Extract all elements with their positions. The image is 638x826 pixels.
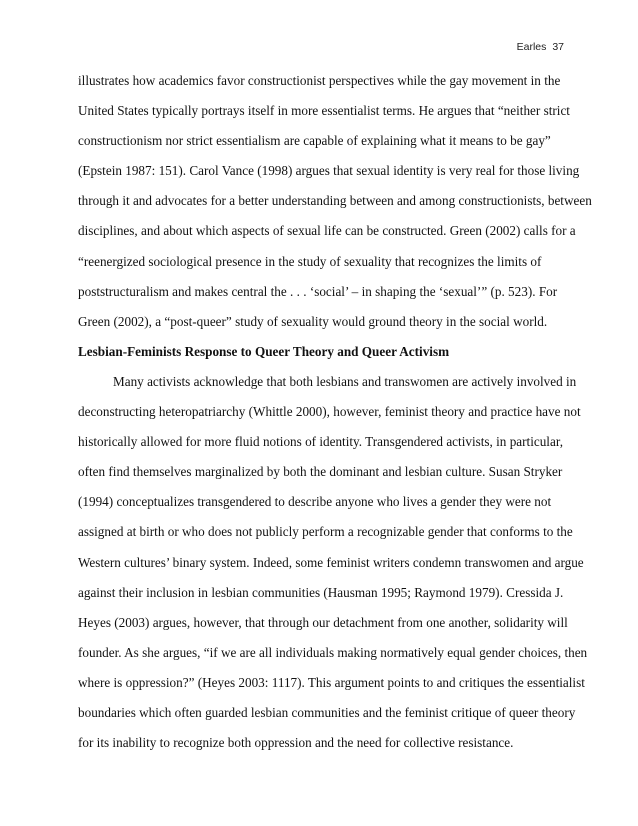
paragraph-line: assigned at birth or who does not publicly perform a recognizable gender that conforms to the <box>78 524 573 540</box>
paragraph-line: where is oppression?” (Heyes 2003: 1117). This argument points to and critiques the essentialist <box>78 674 585 690</box>
paragraph-line: often find themselves marginalized by both the dominant and lesbian culture. Susan Stryker <box>78 464 563 480</box>
paragraph-line: “reenergized sociological presence in the study of sexuality that recognizes the limits of <box>78 253 542 269</box>
paragraph-line: for its inability to recognize both oppression and the need for collective resistance. <box>78 735 514 751</box>
running-header <box>517 41 564 53</box>
paragraph-line: constructionism nor strict essentialism are capable of explaining what it means to be gay” <box>78 133 551 149</box>
paragraph-line: deconstructing heteropatriarchy (Whittle 2000), however, feminist theory and practice have not <box>78 404 581 420</box>
paragraph-line: (Epstein 1987: 151). Carol Vance (1998) argues that sexual identity is very real for those living <box>78 163 580 179</box>
header-author: Earles <box>516 41 547 53</box>
paragraph-line: founder. As she argues, “if we are all individuals making normatively equal gender choices, then <box>78 644 588 660</box>
paragraph-line: Heyes (2003) argues, however, that through our detachment from one another, solidarity will <box>78 614 568 630</box>
paragraph-line: against their inclusion in lesbian communities (Hausman 1995; Raymond 1979). Cressida J. <box>78 584 564 600</box>
paragraph-line: historically allowed for more fluid notions of identity. Transgendered activists, in particular, <box>78 434 563 450</box>
section-heading: Lesbian-Feminists Response to Queer Theory and Queer Activism <box>78 343 450 359</box>
paragraph-line: boundaries which often guarded lesbian communities and the feminist critique of queer theory <box>78 704 576 720</box>
paragraph-first-line: Many activists acknowledge that both lesbians and transwomen are actively involved in <box>113 373 577 389</box>
header-page-number: 37 <box>552 41 564 53</box>
document-body <box>78 73 592 765</box>
paragraph-line: United States typically portrays itself in more essentialist terms. He argues that “neither strict <box>78 103 570 119</box>
paragraph-line: Green (2002), a “post-queer” study of sexuality would ground theory in the social world. <box>78 313 548 329</box>
paragraph-line: (1994) conceptualizes transgendered to describe anyone who lives a gender they were not <box>78 494 552 510</box>
paragraph-line: poststructuralism and makes central the . . . ‘social’ – in shaping the ‘sexual’” (p. 523). For <box>78 283 558 299</box>
paragraph-line: disciplines, and about which aspects of sexual life can be constructed. Green (2002) calls for a <box>78 223 576 239</box>
paragraph-line: through it and advocates for a better understanding between and among constructionists, between <box>78 193 592 209</box>
paragraph-line: illustrates how academics favor constructionist perspectives while the gay movement in the <box>78 73 561 88</box>
paragraph-line: Western cultures’ binary system. Indeed, some feminist writers condemn transwomen and argue <box>78 554 584 570</box>
